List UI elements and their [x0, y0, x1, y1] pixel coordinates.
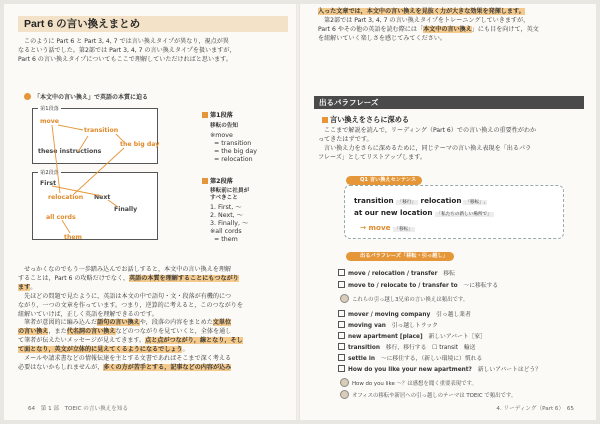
checkbox-icon [338, 281, 345, 288]
page-footer-right: 4. リーディング（Part 6） 65 [496, 406, 574, 412]
avatar-icon [340, 294, 349, 303]
checkbox-icon [338, 343, 345, 350]
body-text: て筆者が伝えたいメッセージが見えてきます。 [18, 337, 146, 345]
list-item: moving van 引っ越しトラック [338, 320, 438, 329]
square-icon [202, 112, 208, 118]
body-text: 第2部では Part 3, 4, 7 の言い換えタイプをトレーニングしていきますが， [324, 16, 530, 24]
avatar-icon [340, 378, 349, 387]
word-all-cords: all cords [46, 214, 76, 221]
sub-title [322, 115, 409, 125]
list-item: move / relocation / transfer 移転 [338, 268, 455, 277]
side2-title-text: 第2段落 [210, 178, 233, 185]
text-line [18, 284, 292, 293]
highlighted-text: 語句の言い換え [97, 319, 140, 327]
bar-title: 出るパラフレーズ [314, 96, 584, 109]
side1-title-text: 第1段落 [210, 112, 233, 119]
body-text: せっかくなのでもう一歩踏み込んでお話しすると，本文中の言い換えを理解 [24, 266, 232, 273]
text-line [18, 293, 292, 302]
diagram-heading-text: 「本文中の言い換え」で英語の本質に迫る [34, 94, 149, 101]
page-footer-left: 64 第 1 部 TOEIC の言い換えを知る [28, 406, 129, 412]
side2-subtitle: 移転前に社員が すべきこと [210, 188, 250, 201]
list-item: move to / relocate to / transfer to ～に移転する [338, 280, 498, 289]
text-line [318, 35, 590, 44]
highlighted-text: て面となり，英文が立体的に見えてくるようになるでしょう [18, 346, 183, 354]
body-text: 紐解いていけば，正しく英語を理解できるのです。 [18, 310, 158, 318]
text-line [18, 302, 292, 311]
side2-text: 1. First, ～ 2. Next, ～ 3. Finally, ～ ※all cords = them [210, 204, 249, 243]
highlighted-text: ます [18, 283, 31, 291]
diagram-arrows [28, 104, 164, 254]
highlighted-text: 点と点がつながり，線となり，そし [145, 337, 243, 345]
list-item: new apartment [place] 新しいアパート［家］ [338, 331, 486, 340]
top-paragraph [318, 8, 590, 44]
q-line-2: at our new location 「私たちの新しい場所で」 [354, 208, 492, 217]
intro-paragraph [18, 38, 290, 65]
sub-title-text: 言い換えをさらに深める [330, 115, 410, 124]
body-text: することは，Part 6 の攻略だけでなく， [18, 274, 130, 282]
body-text: ながり，一つの文章を作っています。つまり，逆算的に考えると，このつながりを [18, 301, 243, 309]
square-icon [202, 178, 208, 184]
body-text: を紐解いていく楽しさを感じてみてください。 [318, 34, 446, 42]
body-text: Part 6 やその他の英語を読む際には「 [318, 25, 424, 33]
word-next: Next [94, 194, 111, 201]
checkbox-icon [338, 332, 345, 339]
highlighted-text: 文単位 [212, 319, 232, 327]
square-icon [322, 117, 328, 123]
list-pill: 出るパラフレーズ「移転・引っ越し」 [346, 252, 454, 261]
sub-line: 言い換え力をさらに深めるために，同じテーマの言い換え表現を「出るパラ [324, 144, 532, 152]
sub-line: ここまで解説を読んで，リーディング（Part 6）での言い換えの重要性がわか [324, 127, 537, 134]
body-text: 。 [182, 346, 189, 354]
text-line [18, 346, 292, 355]
highlighted-text: 英語の本質を理解することにもつながり [129, 274, 239, 282]
section-title: Part 6 の言い換えまとめ [18, 16, 288, 32]
checkbox-icon [338, 321, 345, 328]
checkbox-icon [338, 354, 345, 361]
body-text: 」にも目を向けて，英文 [471, 25, 539, 33]
intro-line: Part 6 の言い換えタイプについてもここで理解していただければと思います。 [18, 55, 232, 63]
side1-subtitle: 移転の告知 [210, 123, 238, 129]
word-transition: transition [84, 127, 119, 134]
paragraph1-tag: 第1段落 [40, 106, 59, 112]
highlighted-text: 本文中の言い換え [423, 25, 472, 33]
word-big-day: the big day [120, 141, 160, 148]
body-text: メールや請求書などの情報伝達を主とする文書であればそこまで深く考える [24, 355, 232, 363]
avatar-icon [340, 390, 349, 399]
right-page [300, 4, 596, 420]
q-pill: Q1 言い換えセンテンス [346, 176, 422, 185]
left-page [4, 4, 296, 420]
word-instructions: these instructions [38, 148, 102, 155]
checkbox-icon [338, 365, 345, 372]
paragraph2-tag: 第2段落 [40, 170, 59, 176]
word-first: First [40, 180, 57, 187]
sub-line: ってきたはずです。 [318, 135, 373, 143]
diagram-heading [24, 92, 148, 101]
q-line-3: → move 「移転」 [360, 223, 413, 232]
word-them: them [64, 234, 83, 241]
body-paragraph [18, 266, 292, 373]
text-line [318, 17, 590, 26]
text-line [318, 8, 590, 17]
body-text: 先ほどの問題で見たように，英語は本文の中で語句・文・段落が有機的につ [24, 292, 232, 300]
body-text: 入った文章では，本文中の言い換えを見抜く力が大きな効果を発揮します。 [318, 8, 525, 15]
checkbox-icon [338, 310, 345, 317]
body-text: 必要はないかもしれませんが， [18, 363, 104, 371]
q-line-1: transition 「移行」 relocation 「移転」, [354, 196, 486, 205]
checkbox-icon [338, 269, 345, 276]
list-item: How do you like your new apartment? 新しいアパートはどう？ [338, 364, 541, 373]
list-item: settle in ～に移住する，（新しい環境に）慣れる [338, 353, 482, 362]
text-line [18, 328, 292, 337]
text-line [18, 337, 292, 346]
text-line [18, 364, 292, 373]
body-text: などのつながりを見ていくと，全体を通し [115, 328, 232, 336]
word-move: move [40, 118, 59, 125]
word-relocation: relocation [48, 194, 84, 201]
text-line [18, 275, 292, 284]
sub-line: フレーズ」としてリストアップします。 [318, 153, 426, 161]
body-text: 。 [30, 283, 37, 291]
highlighted-text: の言い換え [18, 328, 49, 336]
diagram-frame [28, 104, 164, 254]
side1-title [202, 110, 233, 119]
word-finally: Finally [114, 206, 138, 213]
body-text: や，段落の内容をまとめた [139, 319, 213, 327]
text-line [18, 355, 292, 364]
body-text: ，また [48, 328, 67, 336]
sub-paragraph [318, 127, 590, 163]
side1-text: ※move = transition = the big day = relocation [210, 132, 257, 163]
text-line [18, 266, 292, 275]
note-1: これらの引っ越し3兄弟の言い換えは頻出です。 [340, 294, 468, 303]
highlighted-text: 多くの方が苦手とする，記事などの内容が込み [103, 363, 232, 371]
bullet-icon [24, 93, 31, 100]
intro-line: なるという話でした。第2部では Part 3, 4, 7 の言い換えタイプを扱いますが， [18, 46, 236, 54]
text-line [18, 319, 292, 328]
intro-line: このように Part 6 と Part 3, 4, 7 では言い換えタイプが異なり，視点が異 [24, 38, 229, 45]
note-3: オフィスの移転や新居への引っ越しのテーマは TOEIC で頻出です。 [340, 390, 516, 399]
list-item: mover / moving company 引っ越し業者 [338, 309, 471, 318]
side2-title [202, 176, 233, 185]
highlighted-text: 代名詞の言い換え [66, 328, 116, 336]
text-line [318, 26, 590, 35]
list-item: transition 移行，移行する ☐ transit 輸送 [338, 342, 475, 351]
note-2: How do you like ～？は感想を聞く重要表現です。 [340, 378, 477, 387]
body-text: 筆者が意図的に編み込んだ [24, 319, 98, 327]
